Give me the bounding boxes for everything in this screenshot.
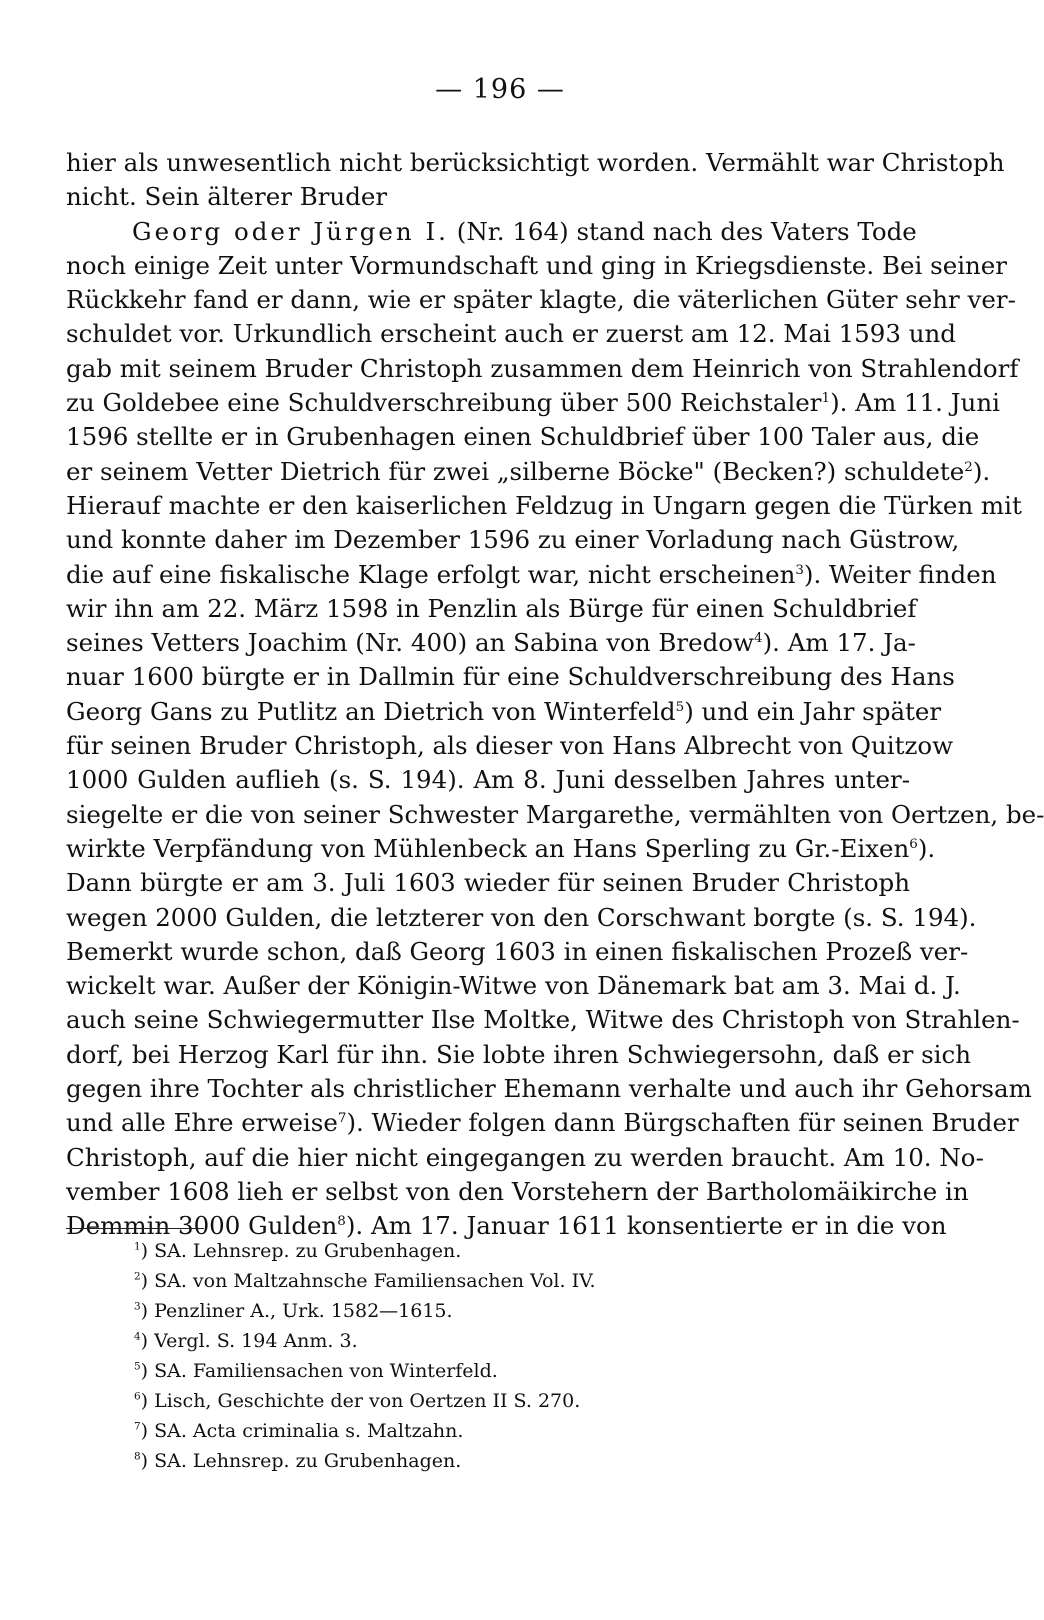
text-line: nicht. Sein älterer Bruder xyxy=(66,182,388,212)
footnote-ref: 2 xyxy=(964,458,973,475)
footnote: $^4$) Vergl. S. 194 Anm. 3. xyxy=(134,1330,358,1352)
text-line: wir ihn am 22. März 1598 in Penzlin als Bürge für einen Schuldbrief xyxy=(66,593,917,623)
footnote-divider xyxy=(66,1228,204,1229)
footnote: $^1$) SA. Lehnsrep. zu Grubenhagen. xyxy=(134,1240,462,1262)
footnote-mark: 2 xyxy=(134,1270,141,1283)
footnote-mark: 4 xyxy=(134,1330,141,1343)
text-line: schuldet vor. Urkundlich erscheint auch er zuerst am 12. Mai 1593 und xyxy=(66,319,956,349)
footnote-mark: 5 xyxy=(134,1360,141,1373)
text-line: Georg Gans zu Putlitz an Dietrich von Winterfeld$^5$) und ein Jahr später xyxy=(66,696,942,726)
page-number: — 196 — xyxy=(435,74,565,105)
text-line: vember 1608 lieh er selbst von den Vorstehern der Bartholomäikirche in xyxy=(66,1176,969,1206)
text-line: hier als unwesentlich nicht berücksichtigt worden. Vermählt war Christoph xyxy=(66,148,1005,177)
text-line: Rückkehr fand er dann, wie er später klagte, die väterlichen Güter sehr ver- xyxy=(66,285,1016,315)
footnote-ref: 3 xyxy=(795,561,804,578)
body-text xyxy=(66,146,1044,1244)
footnote-mark: 8 xyxy=(134,1450,141,1463)
text-line: für seinen Bruder Christoph, als dieser von Hans Albrecht von Quitzow xyxy=(66,731,954,761)
text-line: siegelte er die von seiner Schwester Margarethe, vermählten von Oertzen, be- xyxy=(66,799,1044,829)
footnote-mark: 6 xyxy=(134,1390,141,1403)
text-line: zu Goldebee eine Schuldverschreibung über 500 Reichstaler$^1$). Am 11. Juni xyxy=(66,388,1000,418)
text-line: 1596 stellte er in Grubenhagen einen Schuldbrief über 100 Taler aus, die xyxy=(66,422,980,452)
text-line: gab mit seinem Bruder Christoph zusammen dem Heinrich von Strahlendorf xyxy=(66,353,1019,383)
text-line: Christoph, auf die hier nicht eingegangen zu werden braucht. Am 10. No- xyxy=(66,1142,984,1172)
text-line: Hierauf machte er den kaiserlichen Feldzug in Ungarn gegen die Türken mit xyxy=(66,490,1022,520)
footnote-ref: 5 xyxy=(675,698,685,715)
footnote-mark: 3 xyxy=(134,1300,141,1313)
text-line: und alle Ehre erweise$^7$). Wieder folgen dann Bürgschaften für seinen Bruder xyxy=(66,1108,1019,1138)
text-line: er seinem Vetter Dietrich für zwei „silberne Böcke" (Becken?) schuldete$^2$). xyxy=(66,456,991,486)
text-line: und konnte daher im Dezember 1596 zu einer Vorladung nach Güstrow, xyxy=(66,525,960,555)
text-line: noch einige Zeit unter Vormundschaft und ging in Kriegsdienste. Bei seiner xyxy=(66,250,1008,280)
footnote-ref: 4 xyxy=(754,630,763,646)
footnote: $^3$) Penzliner A., Urk. 1582—1615. xyxy=(134,1300,453,1322)
text-line: dorf, bei Herzog Karl für ihn. Sie lobte ihren Schwiegersohn, daß er sich xyxy=(66,1039,971,1069)
text-line: Demmin 3000 Gulden$^8$). Am 17. Januar 1611 konsentierte er in die von xyxy=(66,1211,947,1241)
footnote-ref: 7 xyxy=(337,1110,347,1127)
text-line: Bemerkt wurde schon, daß Georg 1603 in einen fiskalischen Prozeß ver- xyxy=(66,936,969,966)
text-line: Dann bürgte er am 3. Juli 1603 wieder für seinen Bruder Christoph xyxy=(66,868,910,898)
footnotes xyxy=(134,1236,834,1476)
footnote-ref: 8 xyxy=(337,1213,346,1230)
text-line: wickelt war. Außer der Königin-Witwe von Dänemark bat am 3. Mai d. J. xyxy=(66,971,961,1001)
text-line: die auf eine fiskalische Klage erfolgt war, nicht erscheinen$^3$). Weiter finden xyxy=(66,559,997,589)
name-heading: Georg oder Jürgen I. xyxy=(132,216,449,246)
footnote: $^7$) SA. Acta criminalia s. Maltzahn. xyxy=(134,1420,464,1442)
text-line: 1000 Gulden auflieh (s. S. 194). Am 8. Juni desselben Jahres unter- xyxy=(66,765,910,795)
footnote: $^2$) SA. von Maltzahnsche Familiensachen Vol. IV. xyxy=(134,1270,596,1292)
footnote: $^6$) Lisch, Geschichte der von Oertzen II S. 270. xyxy=(134,1390,581,1412)
footnote: $^5$) SA. Familiensachen von Winterfeld. xyxy=(134,1360,498,1382)
footnote-mark: 7 xyxy=(134,1420,141,1433)
footnote-mark: 1 xyxy=(134,1240,141,1253)
text-line: seines Vetters Joachim (Nr. 400) an Sabina von Bredow$^4$). Am 17. Ja- xyxy=(66,628,916,658)
footnote: $^8$) SA. Lehnsrep. zu Grubenhagen. xyxy=(134,1450,462,1472)
text-line: wegen 2000 Gulden, die letzterer von den Corschwant borgte (s. S. 194). xyxy=(66,902,977,932)
text-line: auch seine Schwiegermutter Ilse Moltke, Witwe des Christoph von Strahlen- xyxy=(66,1005,1020,1035)
text-line: gegen ihre Tochter als christlicher Ehemann verhalte und auch ihr Gehorsam xyxy=(66,1074,1032,1104)
text-line: Georg oder Jürgen I. (Nr. 164) stand nach des Vaters Tode xyxy=(132,216,917,246)
text-line: wirkte Verpfändung von Mühlenbeck an Hans Sperling zu Gr.-Eixen$^6$). xyxy=(66,833,936,863)
text-line: nuar 1600 bürgte er in Dallmin für eine Schuldverschreibung des Hans xyxy=(66,662,955,692)
footnote-ref: 6 xyxy=(909,835,918,852)
footnote-ref: 1 xyxy=(821,389,831,406)
